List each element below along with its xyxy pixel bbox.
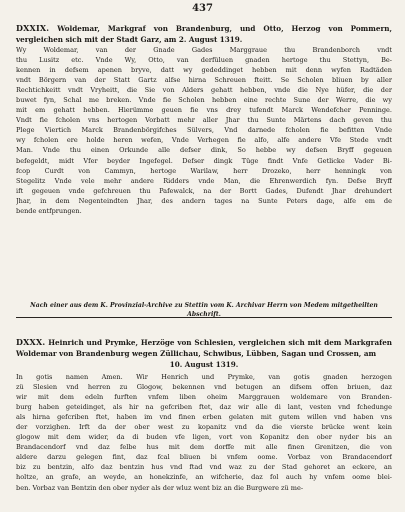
body-line: Plege Viertich Marck Brandenbörgifches Sülvers, Vnd darnede fcholen fie befitten Vnde bbox=[16, 126, 392, 135]
body-line: holtze, an grafe, an weyde, an honekzinfe, an wifcherie, daz fol auch hy vnfem oome blei- bbox=[16, 473, 392, 482]
section-divider bbox=[16, 317, 392, 318]
document-number: DXXX. bbox=[16, 337, 46, 347]
document-title: Woldemar, Markgraf von Brandenburg, und Otto, Herzog von Pommern, vergleichen sich mit der Stadt Garz, am 2. August 1319. bbox=[16, 24, 392, 44]
document-number: DXXIX. bbox=[16, 23, 50, 33]
document-heading bbox=[16, 337, 392, 370]
body-line: vndt Börgern van der Statt Gartz alfse hirna Schreuen fteitt. Se Scholen bliuen by aller bbox=[16, 76, 392, 85]
body-line: wir mit dem edeln furften vnfem liben oheim Marggrauen woldemare von Branden- bbox=[16, 393, 392, 402]
body-line: als hirna gefcriben ftet, haben im vnd finen erben gelaten mit gutem willen vnd haben vns bbox=[16, 413, 392, 422]
body-line: zü Slesien vnd herren zu Glogow, bekennen vnd betugen an difsem offen briuen, daz bbox=[16, 383, 392, 392]
body-line: In gotis namen Amen. Wir Henrich und Prymke, van gotis gnaden herzogen bbox=[16, 373, 392, 381]
document-title: Heinrich und Prymke, Herzöge von Schlesien, vergleichen sich mit dem Markgrafen Woldemar von Brandenburg wegen Züllichau, Schwibus, Lübben, Sagan und Crossen, am bbox=[16, 338, 392, 358]
body-line: kennen in defsem apenen bryve, datt wy gededdinget hebben mit denn wyfen Radtäden bbox=[16, 66, 392, 75]
source-note: Nach einer aus dem K. Provinzial-Archive zu Stettin vom K. Archivar Herrn von Medem mitgetheilten Abschrift. bbox=[30, 302, 378, 318]
body-line: mit em gehatt hebben. Hierümme geuen fie vns drey tufendt Marck Wendefcher Penninge. bbox=[16, 106, 392, 115]
body-line: glogow mit dem wider, da di buden vfe ligen, vort von Kopanitz den ober nyder bis an bbox=[16, 433, 392, 442]
page-number: 437 bbox=[192, 3, 213, 14]
body-line: Jhar, in dem Negenteindten Jhar, des andern tages na Sunte Peters dage, alfe em de bbox=[16, 196, 392, 205]
body-line: buwet fyn, Schal me breken. Vnde fie Scholen hebben eine rechte Sune der Werre, die wy bbox=[16, 96, 392, 105]
body-line: biz zu bentzin, alfo daz bentzin hus vnd ftad vnd waz zu der Stad gehoret an eckere, an bbox=[16, 463, 392, 472]
body-line: bende entfprungen. bbox=[16, 206, 82, 215]
body-line: Brandacendorf vnd daz felbe hus mit dem dorffe mit alle finen Grenitzen, die von bbox=[16, 443, 392, 452]
body-line: wy fcholen ere holde heren wefen, Vnde Verhegen fie alfo, alfe andere Vfe Stede vndt bbox=[16, 136, 392, 145]
document-date: 10. August 1319. bbox=[169, 360, 239, 369]
body-line: fcop Curdt von Cammyn, hertoge Warilaw, herr Drozeko, herr henningk von bbox=[16, 166, 392, 175]
body-line: Stegelitz Vnde vele mehr andere Ridders vnde Man, die Ehrenwerdich fyn. Defse Bryff bbox=[16, 176, 392, 185]
body-line: thu Lusitz etc. Vnde Wy, Otto, van derfüluen gnaden hertoge thu Stettyn, Be- bbox=[16, 56, 392, 65]
body-line: der vorzighen. Irft da der ober west zu kopanitz vnd da die vierste brücke went kein bbox=[16, 423, 392, 432]
body-line: ben. Vorbaz van Bentzin den ober nyder als der wluz went biz an die Burgwere zü me- bbox=[16, 483, 304, 492]
body-line: Vndt fie fcholen vns hertogen Vorbatt mehr aller Jhar thu Sunte Märtens dach geven thu bbox=[16, 116, 392, 125]
body-line: ift gegeuen vnde gefchreuen thu Pafewalck, na der Bortt Gades, Dufendt Jhar drehundert bbox=[16, 186, 392, 195]
document-body bbox=[16, 45, 392, 216]
body-line: befegeldt, midt Vfer beyder Ingefegel. Defser dingk Tüge findt Vnfe Getlicke Vader Bi- bbox=[16, 156, 392, 165]
body-line: burg haben geteidinget, als hir na gefcriben ftet, daz wir alle di lant, vesten vnd fchedunge bbox=[16, 403, 392, 412]
body-line: Wy Woldemar, van der Gnade Gades Marggraue thu Brandenborch vndt bbox=[16, 46, 392, 54]
body-line: Man. Vnde thu einen Orkunde alle defser dink, So hebbe wy defsen Bryff gegeuen bbox=[16, 146, 392, 155]
document-heading bbox=[16, 23, 392, 45]
body-line: aldere darzu gelegen fint, daz fcal bliuen bi vnfem oome. Vorbaz von Brandacendorf bbox=[16, 453, 392, 462]
document-body bbox=[16, 372, 392, 493]
body-line: Rechtichkeitt vndt Vryheitt, die Sie von Alders gehatt hebben, vnde die Nye hüfer, die der bbox=[16, 86, 392, 95]
